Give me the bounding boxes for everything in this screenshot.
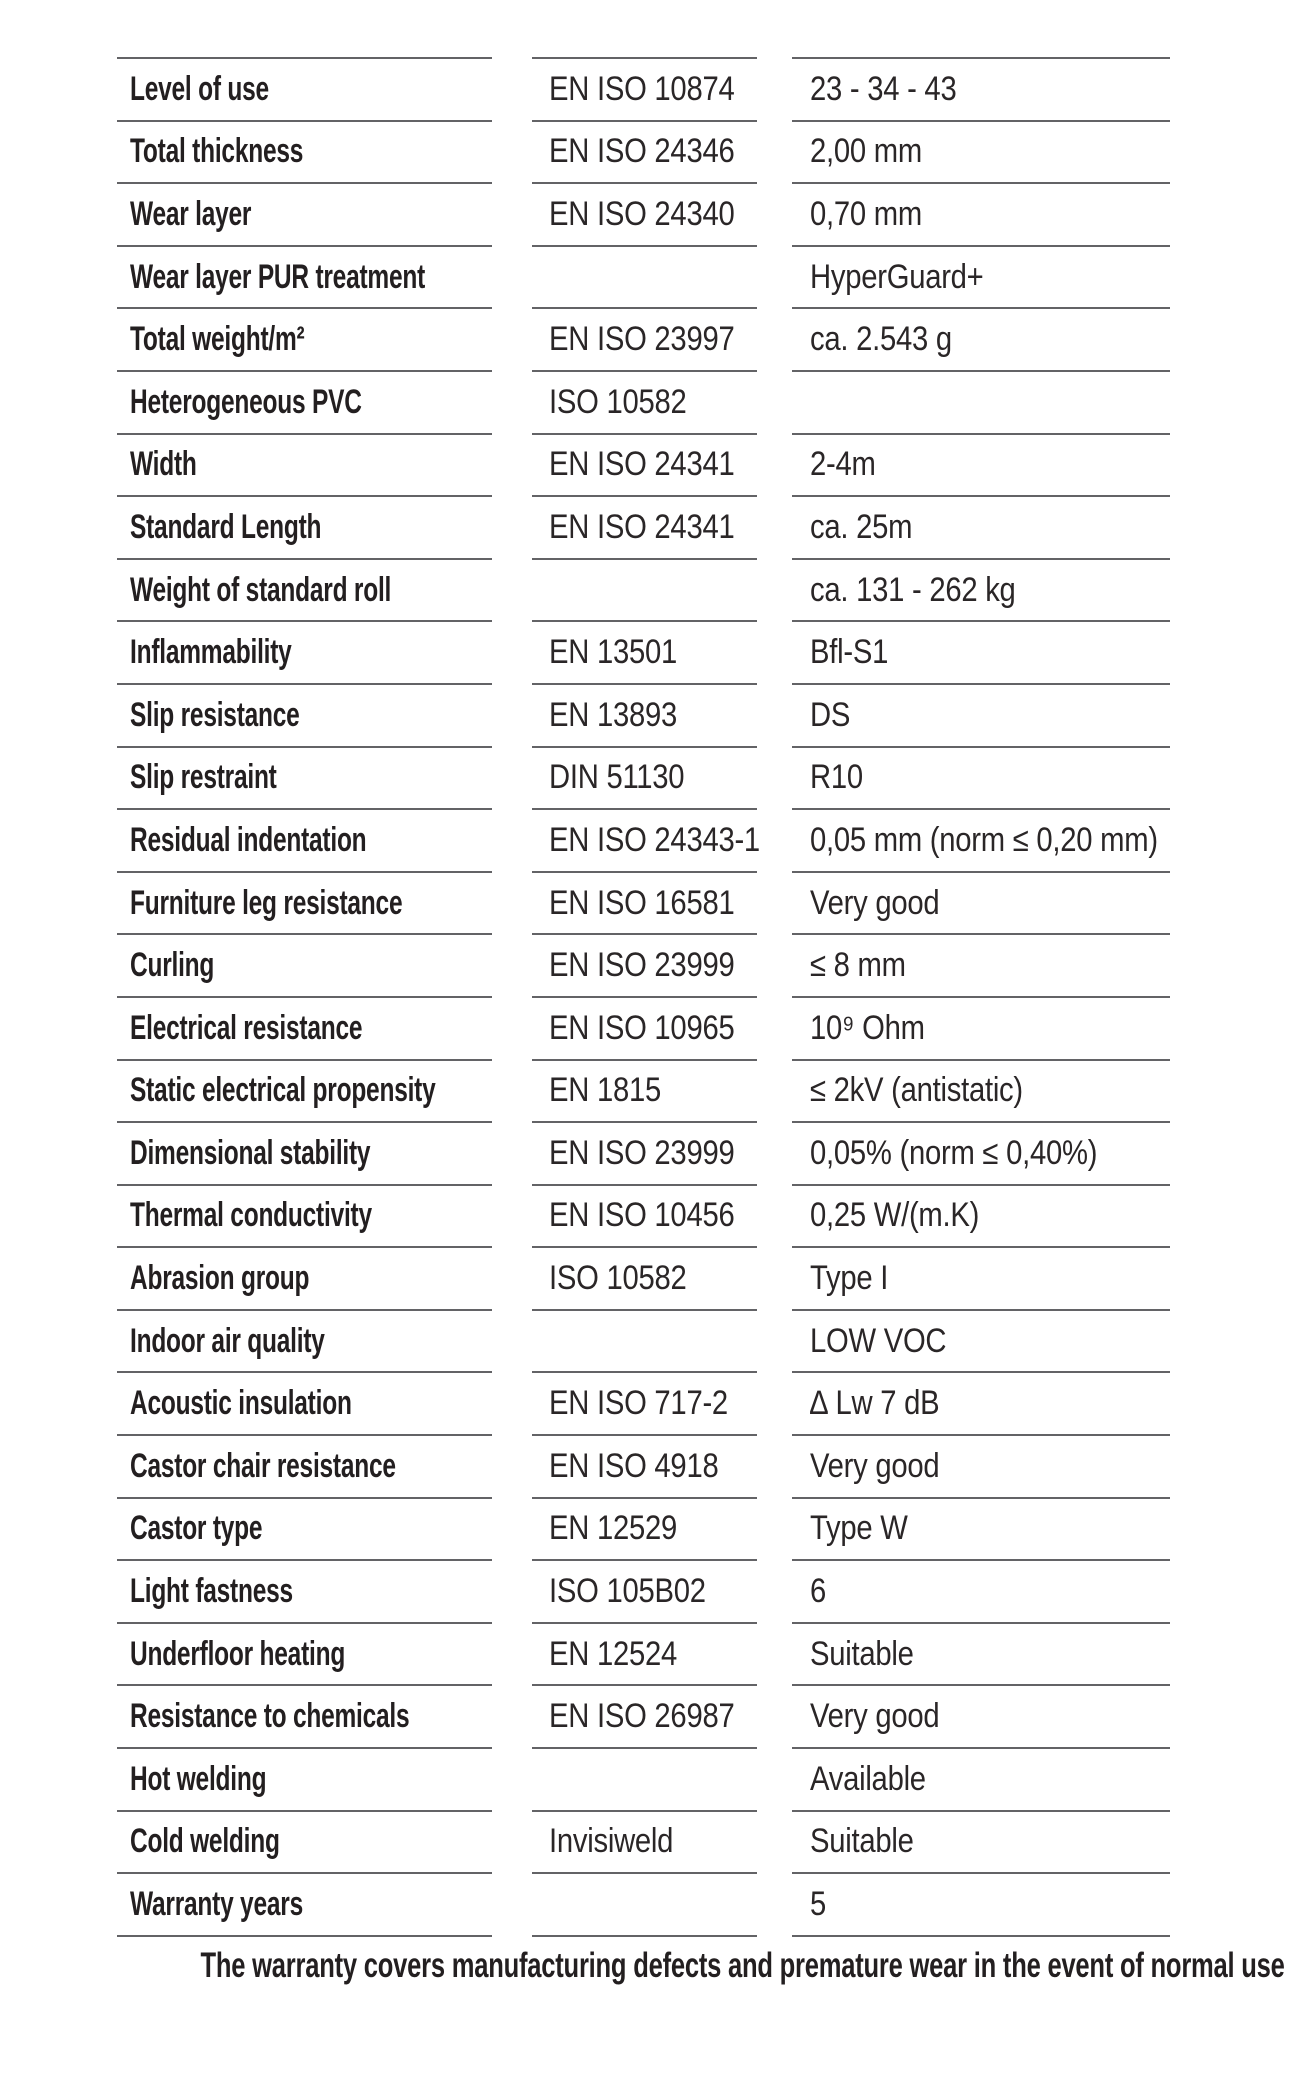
row-standard: EN ISO 10874 <box>549 69 735 108</box>
row-value-cell <box>792 182 1170 245</box>
row-value: ≤ 8 mm <box>810 946 906 985</box>
bottom-rule-segment <box>117 1935 492 1937</box>
row-value-cell <box>792 433 1170 496</box>
row-standard: DIN 51130 <box>549 758 685 797</box>
table-row <box>0 683 1170 746</box>
row-standard-cell <box>532 746 757 809</box>
row-standard-cell <box>532 1872 757 1935</box>
row-label-cell <box>117 1872 492 1935</box>
row-standard-cell <box>532 620 757 683</box>
table-row <box>0 433 1170 496</box>
row-value-cell <box>792 1371 1170 1434</box>
row-value-cell <box>792 871 1170 934</box>
row-label: Width <box>130 445 197 484</box>
row-label: Level of use <box>130 69 269 108</box>
row-label: Dimensional stability <box>130 1133 371 1172</box>
row-standard-cell <box>532 182 757 245</box>
row-value: ≤ 2kV (antistatic) <box>810 1071 1023 1110</box>
row-value-cell <box>792 1434 1170 1497</box>
row-label: Cold welding <box>130 1822 280 1861</box>
row-standard-cell <box>532 245 757 308</box>
row-standard: ISO 10582 <box>549 382 687 421</box>
row-label: Electrical resistance <box>130 1008 363 1047</box>
row-label-cell <box>117 558 492 621</box>
row-label: Light fastness <box>130 1572 293 1611</box>
row-value-cell <box>792 1622 1170 1685</box>
row-standard: EN ISO 4918 <box>549 1446 719 1485</box>
row-value-cell <box>792 1810 1170 1873</box>
row-standard: EN 12529 <box>549 1509 677 1548</box>
table-row <box>0 996 1170 1059</box>
row-value: Very good <box>810 1446 940 1485</box>
row-value-cell <box>792 1684 1170 1747</box>
table-row <box>0 746 1170 809</box>
row-value: 5 <box>810 1885 827 1924</box>
row-standard-cell <box>532 808 760 871</box>
row-value-cell <box>792 495 1170 558</box>
row-value: Suitable <box>810 1634 914 1673</box>
row-label: Resistance to chemicals <box>130 1697 410 1736</box>
row-value: 0,25 W/(m.K) <box>810 1196 980 1235</box>
row-standard: EN 13501 <box>549 633 677 672</box>
row-value-cell <box>792 746 1170 809</box>
row-value: LOW VOC <box>810 1321 947 1360</box>
row-label-cell <box>117 433 492 496</box>
row-standard: EN ISO 24340 <box>549 194 735 233</box>
table-row <box>0 1810 1170 1873</box>
row-label-cell <box>117 1434 492 1497</box>
row-label-cell <box>117 1371 492 1434</box>
row-label-cell <box>117 1622 492 1685</box>
table-row <box>0 620 1170 683</box>
row-label-cell <box>117 1184 492 1247</box>
row-standard-cell <box>532 1622 757 1685</box>
table-row <box>0 245 1170 308</box>
row-label-cell <box>117 57 492 120</box>
row-standard: EN ISO 26987 <box>549 1697 735 1736</box>
table-row <box>0 1872 1170 1935</box>
row-standard-cell <box>532 1747 757 1810</box>
row-standard-cell <box>532 1371 757 1434</box>
table-row <box>0 933 1170 996</box>
row-label: Total thickness <box>130 132 304 171</box>
row-label: Curling <box>130 946 215 985</box>
row-standard: EN ISO 24341 <box>549 507 735 546</box>
table-row <box>0 808 1170 871</box>
row-label: Static electrical propensity <box>130 1071 436 1110</box>
row-standard: EN ISO 16581 <box>549 883 735 922</box>
row-standard: EN ISO 23999 <box>549 946 735 985</box>
row-value-cell <box>792 683 1170 746</box>
row-value-cell <box>792 1309 1170 1372</box>
row-label: Furniture leg resistance <box>130 883 403 922</box>
row-value: DS <box>810 695 851 734</box>
table-row <box>0 307 1170 370</box>
row-standard-cell <box>532 996 757 1059</box>
row-standard-cell <box>532 1184 757 1247</box>
row-label-cell <box>117 871 492 934</box>
row-label-cell <box>117 1684 492 1747</box>
table-row <box>0 1747 1170 1810</box>
row-value: ca. 25m <box>810 507 913 546</box>
row-value-cell <box>792 307 1170 370</box>
row-label: Castor chair resistance <box>130 1446 396 1485</box>
row-value: Type W <box>810 1509 908 1548</box>
warranty-note <box>0 1946 1291 1986</box>
row-standard: EN ISO 24343-1 <box>549 820 760 859</box>
row-value: ca. 2.543 g <box>810 320 952 359</box>
row-label-cell <box>117 1059 492 1122</box>
row-standard: EN ISO 23999 <box>549 1133 735 1172</box>
row-standard-cell <box>532 1559 757 1622</box>
row-value: R10 <box>810 758 863 797</box>
row-standard-cell <box>532 683 757 746</box>
table-row <box>0 871 1170 934</box>
row-label: Warranty years <box>130 1885 303 1924</box>
row-value: ca. 131 - 262 kg <box>810 570 1016 609</box>
row-value: Very good <box>810 883 940 922</box>
row-label-cell <box>117 808 492 871</box>
row-standard-cell <box>532 1309 757 1372</box>
row-label: Standard Length <box>130 507 322 546</box>
row-label-cell <box>117 495 492 558</box>
row-label: Heterogeneous PVC <box>130 382 362 421</box>
row-standard-cell <box>532 433 757 496</box>
row-value: 23 - 34 - 43 <box>810 69 957 108</box>
row-value: 0,05% (norm ≤ 0,40%) <box>810 1133 1098 1172</box>
bottom-rule-segment <box>532 1935 757 1937</box>
row-standard: EN ISO 23997 <box>549 320 735 359</box>
table-row <box>0 1622 1170 1685</box>
table-row <box>0 1559 1170 1622</box>
row-label-cell <box>117 120 492 183</box>
row-value-cell <box>792 1121 1170 1184</box>
table-row <box>0 495 1170 558</box>
row-label-cell <box>117 1810 492 1873</box>
row-label: Acoustic insulation <box>130 1384 352 1423</box>
row-label: Slip restraint <box>130 758 277 797</box>
row-value-cell <box>792 808 1170 871</box>
row-standard: EN 12524 <box>549 1634 677 1673</box>
row-value-cell <box>792 370 1170 433</box>
row-label-cell <box>117 1497 492 1560</box>
row-value: 0,05 mm (norm ≤ 0,20 mm) <box>810 820 1158 859</box>
row-value-cell <box>792 1184 1170 1247</box>
row-value-cell <box>792 1497 1170 1560</box>
row-standard: Invisiweld <box>549 1822 674 1861</box>
row-standard-cell <box>532 370 757 433</box>
row-label: Thermal conductivity <box>130 1196 372 1235</box>
row-value-cell <box>792 996 1170 1059</box>
row-label: Slip resistance <box>130 695 300 734</box>
row-label-cell <box>117 245 492 308</box>
row-standard: ISO 10582 <box>549 1259 687 1298</box>
row-standard-cell <box>532 57 757 120</box>
row-label-cell <box>117 370 492 433</box>
row-standard: EN ISO 717-2 <box>549 1384 728 1423</box>
row-label: Inflammability <box>130 633 292 672</box>
row-label: Wear layer <box>130 194 252 233</box>
table-row <box>0 182 1170 245</box>
table-row <box>0 1184 1170 1247</box>
row-value: Type I <box>810 1259 889 1298</box>
row-label-cell <box>117 683 492 746</box>
row-label: Abrasion group <box>130 1259 310 1298</box>
row-value: 6 <box>810 1572 827 1611</box>
row-label-cell <box>117 1121 492 1184</box>
row-label: Residual indentation <box>130 820 367 859</box>
row-label: Underfloor heating <box>130 1634 346 1673</box>
row-value: ∆ Lw 7 dB <box>810 1384 940 1423</box>
row-standard-cell <box>532 1810 757 1873</box>
row-label-cell <box>117 1747 492 1810</box>
table-row <box>0 1371 1170 1434</box>
row-value: Suitable <box>810 1822 914 1861</box>
table-row <box>0 558 1170 621</box>
row-standard-cell <box>532 1246 757 1309</box>
row-value: 0,70 mm <box>810 194 922 233</box>
row-value: 10⁹ Ohm <box>810 1008 925 1047</box>
row-label-cell <box>117 620 492 683</box>
row-value-cell <box>792 120 1170 183</box>
row-label: Hot welding <box>130 1759 267 1798</box>
row-standard-cell <box>532 871 757 934</box>
row-value-cell <box>792 1559 1170 1622</box>
table-row <box>0 1246 1170 1309</box>
row-label: Weight of standard roll <box>130 570 392 609</box>
bottom-rule-segment <box>792 1935 1170 1937</box>
row-standard-cell <box>532 307 757 370</box>
row-standard: EN ISO 10456 <box>549 1196 735 1235</box>
row-label-cell <box>117 1559 492 1622</box>
row-label-cell <box>117 182 492 245</box>
row-standard-cell <box>532 558 757 621</box>
row-label-cell <box>117 746 492 809</box>
row-value-cell <box>792 1059 1170 1122</box>
row-value: Bfl-S1 <box>810 633 889 672</box>
row-value-cell <box>792 558 1170 621</box>
warranty-note-text: The warranty covers manufacturing defects and premature wear in the event of normal use <box>200 1946 1285 1985</box>
row-value: 2,00 mm <box>810 132 922 171</box>
table-row <box>0 57 1170 120</box>
table-row <box>0 1059 1170 1122</box>
row-standard-cell <box>532 1434 757 1497</box>
row-label-cell <box>117 996 492 1059</box>
row-value: Available <box>810 1759 926 1798</box>
row-standard: EN 1815 <box>549 1071 661 1110</box>
row-standard-cell <box>532 495 757 558</box>
row-label: Castor type <box>130 1509 263 1548</box>
row-standard-cell <box>532 120 757 183</box>
row-label: Indoor air quality <box>130 1321 325 1360</box>
row-standard: EN ISO 24346 <box>549 132 735 171</box>
row-standard: ISO 105B02 <box>549 1572 706 1611</box>
row-standard-cell <box>532 1684 757 1747</box>
row-value-cell <box>792 1246 1170 1309</box>
row-value-cell <box>792 1872 1170 1935</box>
row-label-cell <box>117 1246 492 1309</box>
row-value-cell <box>792 620 1170 683</box>
table-row <box>0 1121 1170 1184</box>
table-row <box>0 1309 1170 1372</box>
table-row <box>0 1684 1170 1747</box>
row-value: HyperGuard+ <box>810 257 984 296</box>
row-standard-cell <box>532 1497 757 1560</box>
row-label: Wear layer PUR treatment <box>130 257 426 296</box>
spec-table <box>0 57 1170 1935</box>
table-row <box>0 1434 1170 1497</box>
row-value: Very good <box>810 1697 940 1736</box>
row-label-cell <box>117 307 492 370</box>
row-standard: EN ISO 24341 <box>549 445 735 484</box>
row-standard-cell <box>532 1059 757 1122</box>
row-standard-cell <box>532 933 757 996</box>
row-standard: EN 13893 <box>549 695 677 734</box>
row-value-cell <box>792 933 1170 996</box>
row-value-cell <box>792 245 1170 308</box>
table-row <box>0 370 1170 433</box>
row-label-cell <box>117 933 492 996</box>
table-row <box>0 120 1170 183</box>
row-standard-cell <box>532 1121 757 1184</box>
row-label: Total weight/m² <box>130 320 305 359</box>
row-label-cell <box>117 1309 492 1372</box>
row-value: 2-4m <box>810 445 876 484</box>
row-standard: EN ISO 10965 <box>549 1008 735 1047</box>
row-value-cell <box>792 1747 1170 1810</box>
table-row <box>0 1497 1170 1560</box>
row-value-cell <box>792 57 1170 120</box>
